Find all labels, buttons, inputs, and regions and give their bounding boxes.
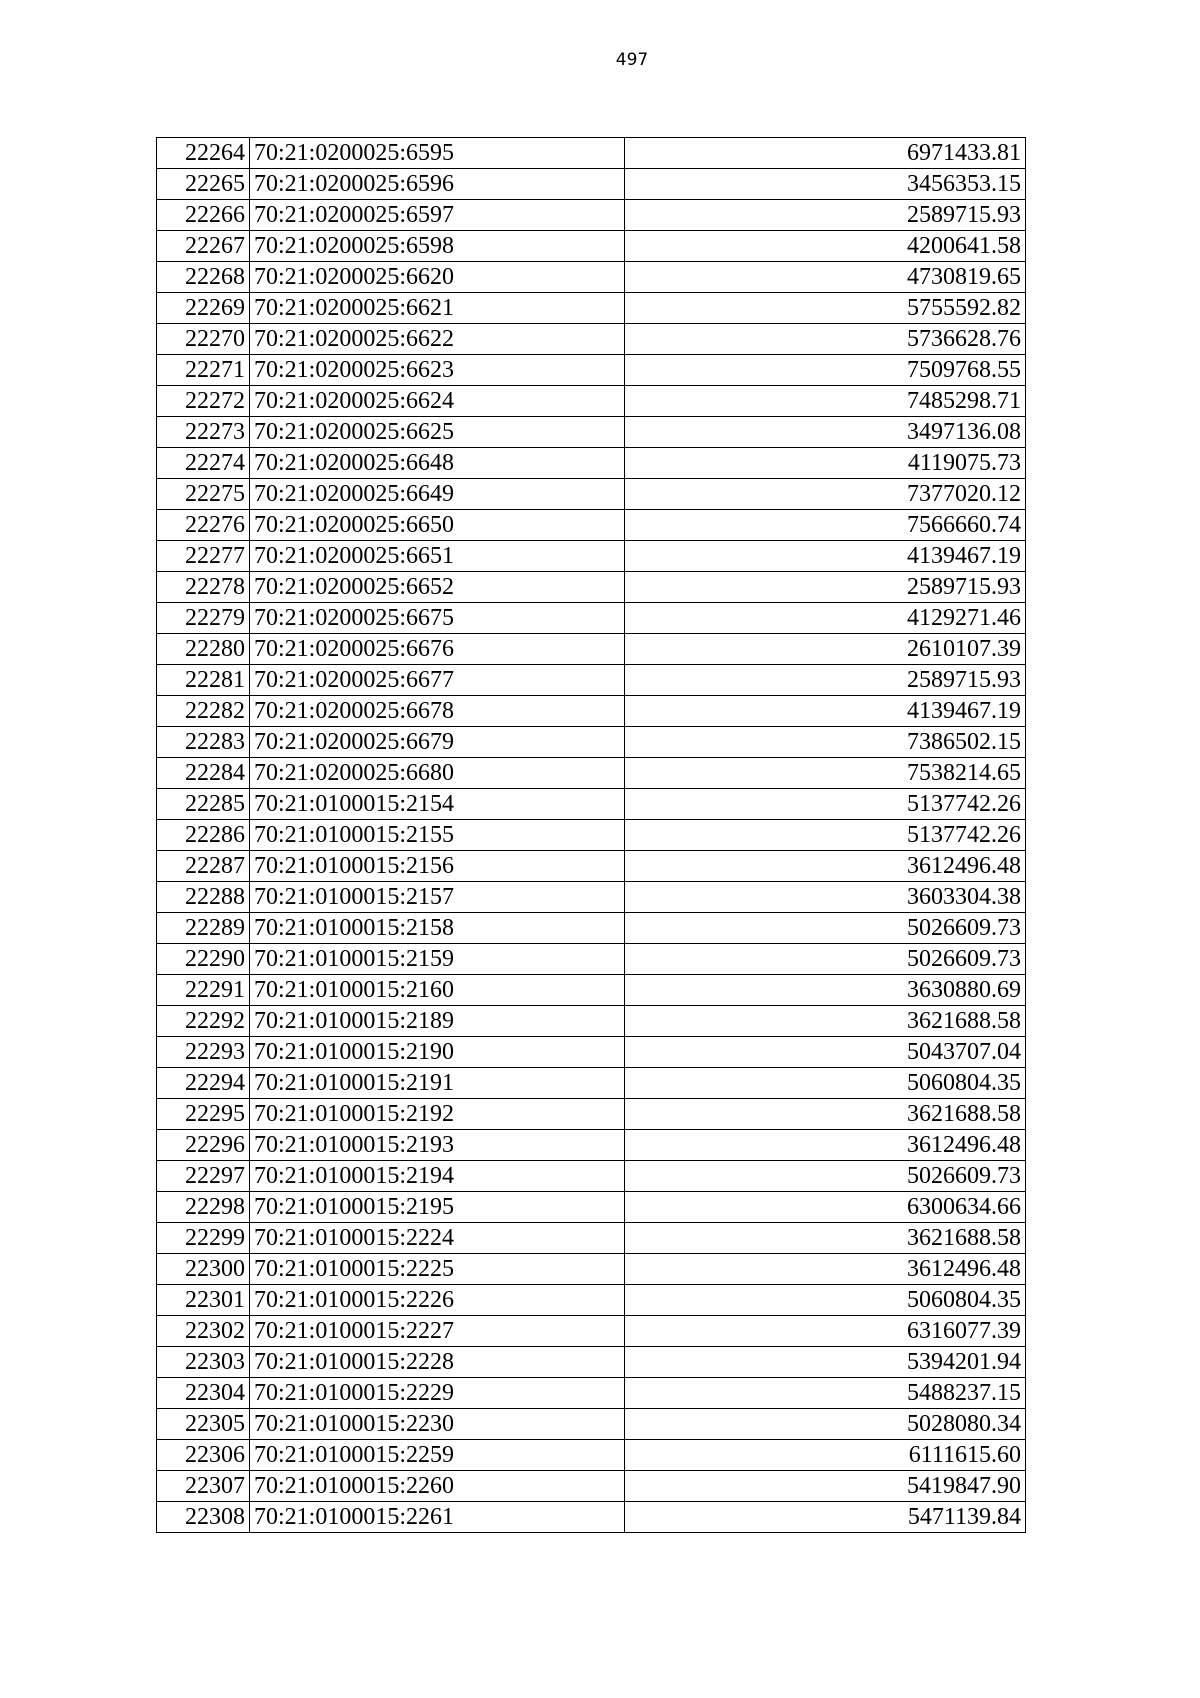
cadastral-value-cell: 4139467.19 bbox=[625, 696, 1026, 727]
page-number: 497 bbox=[615, 50, 649, 70]
row-number-cell: 22266 bbox=[157, 200, 250, 231]
cadastral-value-cell: 3456353.15 bbox=[625, 169, 1026, 200]
row-number-cell: 22308 bbox=[157, 1502, 250, 1533]
row-number-cell: 22292 bbox=[157, 1006, 250, 1037]
cadastral-value-cell: 3630880.69 bbox=[625, 975, 1026, 1006]
cadastral-number-cell: 70:21:0200025:6624 bbox=[250, 386, 625, 417]
cadastral-value-cell: 3612496.48 bbox=[625, 1130, 1026, 1161]
cadastral-number-cell: 70:21:0200025:6620 bbox=[250, 262, 625, 293]
cadastral-value-cell: 6111615.60 bbox=[625, 1440, 1026, 1471]
table-row bbox=[157, 975, 1026, 1006]
cadastral-value-cell: 3621688.58 bbox=[625, 1223, 1026, 1254]
cadastral-number-cell: 70:21:0100015:2260 bbox=[250, 1471, 625, 1502]
cadastral-value-cell: 5471139.84 bbox=[625, 1502, 1026, 1533]
cadastral-number-cell: 70:21:0100015:2190 bbox=[250, 1037, 625, 1068]
cadastral-value-cell: 5488237.15 bbox=[625, 1378, 1026, 1409]
row-number-cell: 22293 bbox=[157, 1037, 250, 1068]
cadastral-number-cell: 70:21:0100015:2224 bbox=[250, 1223, 625, 1254]
table-row bbox=[157, 1502, 1026, 1533]
cadastral-number-cell: 70:21:0100015:2191 bbox=[250, 1068, 625, 1099]
row-number-cell: 22301 bbox=[157, 1285, 250, 1316]
row-number-cell: 22306 bbox=[157, 1440, 250, 1471]
cadastral-value-cell: 4139467.19 bbox=[625, 541, 1026, 572]
table-row bbox=[157, 200, 1026, 231]
cadastral-number-cell: 70:21:0200025:6595 bbox=[250, 138, 625, 169]
row-number-cell: 22281 bbox=[157, 665, 250, 696]
cadastral-number-cell: 70:21:0200025:6623 bbox=[250, 355, 625, 386]
table-row bbox=[157, 1440, 1026, 1471]
row-number-cell: 22274 bbox=[157, 448, 250, 479]
table-row bbox=[157, 293, 1026, 324]
table-row bbox=[157, 1037, 1026, 1068]
row-number-cell: 22286 bbox=[157, 820, 250, 851]
cadastral-number-cell: 70:21:0100015:2227 bbox=[250, 1316, 625, 1347]
cadastral-number-cell: 70:21:0200025:6625 bbox=[250, 417, 625, 448]
table-row bbox=[157, 913, 1026, 944]
cadastral-value-cell: 4200641.58 bbox=[625, 231, 1026, 262]
cadastral-value-cell: 2610107.39 bbox=[625, 634, 1026, 665]
table-row bbox=[157, 1316, 1026, 1347]
row-number-cell: 22269 bbox=[157, 293, 250, 324]
row-number-cell: 22272 bbox=[157, 386, 250, 417]
cadastral-value-table bbox=[156, 137, 1026, 1533]
cadastral-value-cell: 4730819.65 bbox=[625, 262, 1026, 293]
row-number-cell: 22273 bbox=[157, 417, 250, 448]
cadastral-value-cell: 7485298.71 bbox=[625, 386, 1026, 417]
row-number-cell: 22302 bbox=[157, 1316, 250, 1347]
table-row bbox=[157, 138, 1026, 169]
table-row bbox=[157, 696, 1026, 727]
cadastral-value-cell: 5137742.26 bbox=[625, 820, 1026, 851]
row-number-cell: 22277 bbox=[157, 541, 250, 572]
cadastral-number-cell: 70:21:0200025:6651 bbox=[250, 541, 625, 572]
table-row bbox=[157, 448, 1026, 479]
table-row bbox=[157, 1347, 1026, 1378]
cadastral-number-cell: 70:21:0200025:6650 bbox=[250, 510, 625, 541]
row-number-cell: 22283 bbox=[157, 727, 250, 758]
row-number-cell: 22294 bbox=[157, 1068, 250, 1099]
table-row bbox=[157, 603, 1026, 634]
cadastral-value-cell: 5755592.82 bbox=[625, 293, 1026, 324]
cadastral-number-cell: 70:21:0200025:6598 bbox=[250, 231, 625, 262]
cadastral-number-cell: 70:21:0100015:2157 bbox=[250, 882, 625, 913]
cadastral-number-cell: 70:21:0200025:6652 bbox=[250, 572, 625, 603]
row-number-cell: 22299 bbox=[157, 1223, 250, 1254]
cadastral-value-cell: 5026609.73 bbox=[625, 1161, 1026, 1192]
row-number-cell: 22270 bbox=[157, 324, 250, 355]
row-number-cell: 22284 bbox=[157, 758, 250, 789]
row-number-cell: 22304 bbox=[157, 1378, 250, 1409]
cadastral-number-cell: 70:21:0100015:2225 bbox=[250, 1254, 625, 1285]
cadastral-number-cell: 70:21:0200025:6679 bbox=[250, 727, 625, 758]
table-row bbox=[157, 1006, 1026, 1037]
table-row bbox=[157, 882, 1026, 913]
cadastral-value-cell: 5137742.26 bbox=[625, 789, 1026, 820]
cadastral-number-cell: 70:21:0100015:2189 bbox=[250, 1006, 625, 1037]
row-number-cell: 22278 bbox=[157, 572, 250, 603]
row-number-cell: 22276 bbox=[157, 510, 250, 541]
cadastral-value-cell: 5043707.04 bbox=[625, 1037, 1026, 1068]
cadastral-value-cell: 2589715.93 bbox=[625, 572, 1026, 603]
row-number-cell: 22289 bbox=[157, 913, 250, 944]
table-row bbox=[157, 541, 1026, 572]
cadastral-number-cell: 70:21:0100015:2195 bbox=[250, 1192, 625, 1223]
row-number-cell: 22305 bbox=[157, 1409, 250, 1440]
cadastral-number-cell: 70:21:0200025:6676 bbox=[250, 634, 625, 665]
table-body bbox=[157, 138, 1026, 1533]
table-row bbox=[157, 665, 1026, 696]
cadastral-number-cell: 70:21:0200025:6678 bbox=[250, 696, 625, 727]
cadastral-value-cell: 3612496.48 bbox=[625, 851, 1026, 882]
row-number-cell: 22280 bbox=[157, 634, 250, 665]
table-row bbox=[157, 355, 1026, 386]
cadastral-number-cell: 70:21:0200025:6649 bbox=[250, 479, 625, 510]
row-number-cell: 22303 bbox=[157, 1347, 250, 1378]
cadastral-number-cell: 70:21:0100015:2154 bbox=[250, 789, 625, 820]
table-row bbox=[157, 1099, 1026, 1130]
table-row bbox=[157, 572, 1026, 603]
table-row bbox=[157, 1254, 1026, 1285]
cadastral-value-cell: 7386502.15 bbox=[625, 727, 1026, 758]
table-row bbox=[157, 1068, 1026, 1099]
table-row bbox=[157, 510, 1026, 541]
row-number-cell: 22291 bbox=[157, 975, 250, 1006]
cadastral-value-cell: 5736628.76 bbox=[625, 324, 1026, 355]
cadastral-number-cell: 70:21:0100015:2230 bbox=[250, 1409, 625, 1440]
cadastral-number-cell: 70:21:0200025:6675 bbox=[250, 603, 625, 634]
table-row bbox=[157, 1223, 1026, 1254]
cadastral-value-cell: 5060804.35 bbox=[625, 1285, 1026, 1316]
cadastral-value-cell: 4129271.46 bbox=[625, 603, 1026, 634]
row-number-cell: 22307 bbox=[157, 1471, 250, 1502]
row-number-cell: 22265 bbox=[157, 169, 250, 200]
table-row bbox=[157, 1192, 1026, 1223]
table-row bbox=[157, 231, 1026, 262]
cadastral-number-cell: 70:21:0100015:2228 bbox=[250, 1347, 625, 1378]
table-row bbox=[157, 1378, 1026, 1409]
cadastral-number-cell: 70:21:0200025:6621 bbox=[250, 293, 625, 324]
cadastral-number-cell: 70:21:0100015:2261 bbox=[250, 1502, 625, 1533]
cadastral-value-cell: 7566660.74 bbox=[625, 510, 1026, 541]
cadastral-value-cell: 6300634.66 bbox=[625, 1192, 1026, 1223]
table-row bbox=[157, 1161, 1026, 1192]
cadastral-value-cell: 3621688.58 bbox=[625, 1099, 1026, 1130]
row-number-cell: 22290 bbox=[157, 944, 250, 975]
row-number-cell: 22287 bbox=[157, 851, 250, 882]
table-row bbox=[157, 634, 1026, 665]
cadastral-number-cell: 70:21:0200025:6596 bbox=[250, 169, 625, 200]
cadastral-value-cell: 7538214.65 bbox=[625, 758, 1026, 789]
cadastral-number-cell: 70:21:0100015:2155 bbox=[250, 820, 625, 851]
cadastral-number-cell: 70:21:0200025:6648 bbox=[250, 448, 625, 479]
cadastral-value-cell: 7377020.12 bbox=[625, 479, 1026, 510]
table-row bbox=[157, 324, 1026, 355]
table-row bbox=[157, 758, 1026, 789]
cadastral-number-cell: 70:21:0200025:6622 bbox=[250, 324, 625, 355]
table-row bbox=[157, 1130, 1026, 1161]
cadastral-value-cell: 3612496.48 bbox=[625, 1254, 1026, 1285]
cadastral-number-cell: 70:21:0100015:2159 bbox=[250, 944, 625, 975]
table-row bbox=[157, 262, 1026, 293]
cadastral-number-cell: 70:21:0100015:2259 bbox=[250, 1440, 625, 1471]
row-number-cell: 22297 bbox=[157, 1161, 250, 1192]
cadastral-value-cell: 3621688.58 bbox=[625, 1006, 1026, 1037]
cadastral-value-cell: 6316077.39 bbox=[625, 1316, 1026, 1347]
table-row bbox=[157, 820, 1026, 851]
cadastral-value-cell: 5394201.94 bbox=[625, 1347, 1026, 1378]
table-row bbox=[157, 1285, 1026, 1316]
row-number-cell: 22271 bbox=[157, 355, 250, 386]
cadastral-value-cell: 5419847.90 bbox=[625, 1471, 1026, 1502]
cadastral-value-cell: 5028080.34 bbox=[625, 1409, 1026, 1440]
cadastral-value-cell: 2589715.93 bbox=[625, 665, 1026, 696]
table-row bbox=[157, 417, 1026, 448]
cadastral-number-cell: 70:21:0100015:2160 bbox=[250, 975, 625, 1006]
cadastral-number-cell: 70:21:0100015:2194 bbox=[250, 1161, 625, 1192]
cadastral-value-cell: 5026609.73 bbox=[625, 944, 1026, 975]
row-number-cell: 22298 bbox=[157, 1192, 250, 1223]
cadastral-value-cell: 6971433.81 bbox=[625, 138, 1026, 169]
row-number-cell: 22282 bbox=[157, 696, 250, 727]
cadastral-number-cell: 70:21:0100015:2192 bbox=[250, 1099, 625, 1130]
table-row bbox=[157, 479, 1026, 510]
row-number-cell: 22295 bbox=[157, 1099, 250, 1130]
table-row bbox=[157, 727, 1026, 758]
cadastral-value-cell: 2589715.93 bbox=[625, 200, 1026, 231]
row-number-cell: 22296 bbox=[157, 1130, 250, 1161]
table-row bbox=[157, 386, 1026, 417]
row-number-cell: 22300 bbox=[157, 1254, 250, 1285]
row-number-cell: 22285 bbox=[157, 789, 250, 820]
cadastral-number-cell: 70:21:0200025:6677 bbox=[250, 665, 625, 696]
row-number-cell: 22275 bbox=[157, 479, 250, 510]
table-row bbox=[157, 944, 1026, 975]
table-row bbox=[157, 1471, 1026, 1502]
row-number-cell: 22267 bbox=[157, 231, 250, 262]
cadastral-number-cell: 70:21:0100015:2156 bbox=[250, 851, 625, 882]
cadastral-value-cell: 4119075.73 bbox=[625, 448, 1026, 479]
cadastral-value-cell: 3497136.08 bbox=[625, 417, 1026, 448]
table-row bbox=[157, 1409, 1026, 1440]
table-row bbox=[157, 789, 1026, 820]
cadastral-number-cell: 70:21:0100015:2193 bbox=[250, 1130, 625, 1161]
cadastral-number-cell: 70:21:0100015:2226 bbox=[250, 1285, 625, 1316]
cadastral-number-cell: 70:21:0100015:2158 bbox=[250, 913, 625, 944]
row-number-cell: 22268 bbox=[157, 262, 250, 293]
table-row bbox=[157, 169, 1026, 200]
cadastral-number-cell: 70:21:0200025:6597 bbox=[250, 200, 625, 231]
table-row bbox=[157, 851, 1026, 882]
cadastral-value-cell: 3603304.38 bbox=[625, 882, 1026, 913]
cadastral-value-cell: 5026609.73 bbox=[625, 913, 1026, 944]
cadastral-value-cell: 5060804.35 bbox=[625, 1068, 1026, 1099]
row-number-cell: 22288 bbox=[157, 882, 250, 913]
row-number-cell: 22264 bbox=[157, 138, 250, 169]
cadastral-value-cell: 7509768.55 bbox=[625, 355, 1026, 386]
cadastral-number-cell: 70:21:0100015:2229 bbox=[250, 1378, 625, 1409]
row-number-cell: 22279 bbox=[157, 603, 250, 634]
cadastral-number-cell: 70:21:0200025:6680 bbox=[250, 758, 625, 789]
